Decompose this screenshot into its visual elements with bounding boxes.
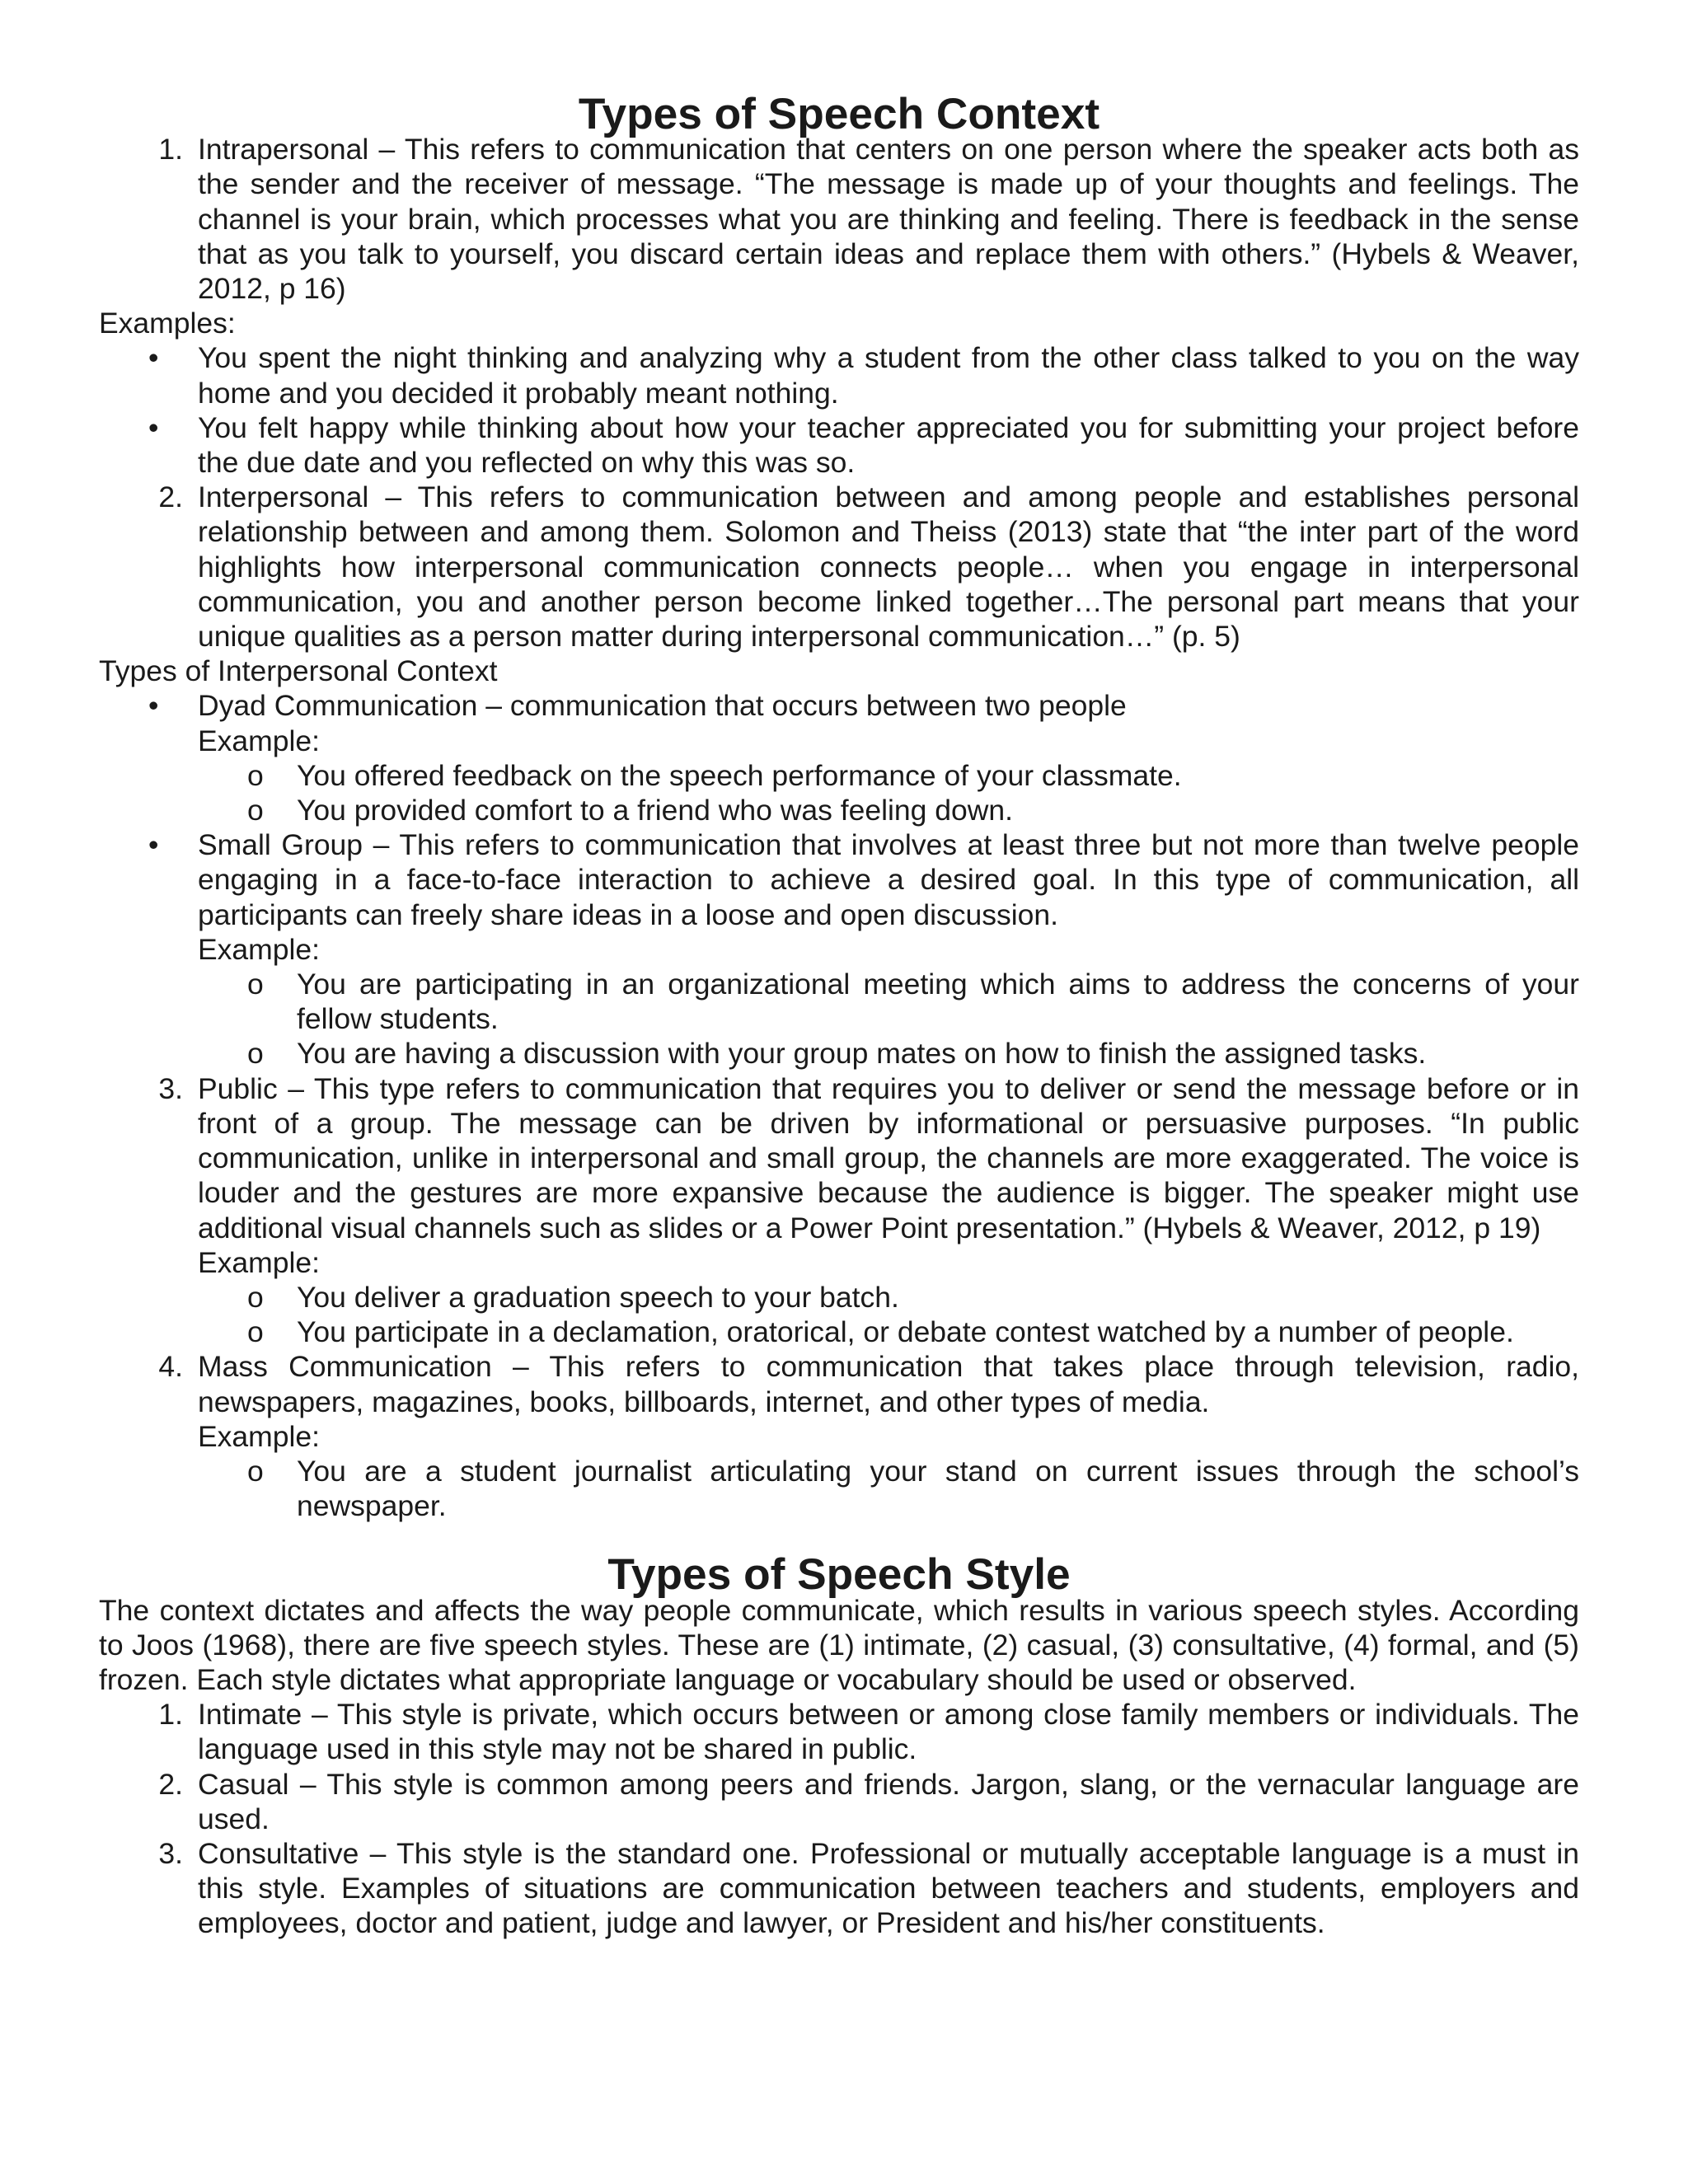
list-text: Public – This type refers to communication that requires you to deliver or send the message before or in front of a group. The message can be driven by informational or persuasive purposes. “In public communication, unlike in interpersonal and small group, the channels are more exaggerated. The voice is louder and the gestures are more expansive because the audience is bigger. The speaker might use additional visual channels such as slides or a Power Point presentation.” (Hybels & Weaver, 2012, p 19) — [198, 1071, 1579, 1244]
bullet-text: Dyad Communication – communication that occurs between two people — [198, 689, 1127, 723]
bullet-item-dyad — [99, 688, 1579, 723]
style-intro-paragraph: The context dictates and affects the way people communicate, which results in various speech styles. According to Joos (1968), there are five speech styles. These are (1) intimate, (2) casual, (3) consultative, (4) formal, and (5) frozen. Each style dictates what appropriate language or vocabulary should be used or observed. — [99, 1593, 1579, 1696]
bullet-text: You felt happy while thinking about how your teacher appreciated you for submitting your project before the due date and you reflected on why this was so. — [198, 410, 1579, 480]
bullet-item-small-group — [99, 827, 1579, 932]
circle-bullet-icon: o — [247, 1454, 264, 1488]
list-text: Mass Communication – This refers to communication that takes place through television, radio, newspapers, magazines, books, billboards, internet, and other types of media. — [198, 1350, 1579, 1418]
bullet-text: Small Group – This refers to communication that involves at least three but not more than twelve people engaging in a face-to-face interaction to achieve a desired goal. In this type of communication, all participants can freely share ideas in a loose and open discussion. — [198, 828, 1579, 931]
list-text: Intimate – This style is private, which occurs between or among close family members or individuals. The language used in this style may not be shared in public. — [198, 1698, 1579, 1766]
list-text: Consultative – This style is the standard one. Professional or mutually acceptable language is a must in this style. Examples of situations are communication between teachers and students, employers and employees, doctor and patient, judge and lawyer, or President and his/her constituents. — [198, 1836, 1579, 1940]
bullet-text: You spent the night thinking and analyzing why a student from the other class talked to you on the way home and you decided it probably meant nothing. — [198, 341, 1579, 410]
list-number: 2. — [158, 1767, 183, 1801]
sub-bullet-text: You are a student journalist articulating your stand on current issues through the school’s newspaper. — [297, 1454, 1579, 1523]
bullet-item — [99, 340, 1579, 410]
list-number: 3. — [158, 1071, 183, 1105]
list-item-intimate — [99, 1697, 1579, 1766]
list-text: Interpersonal – This refers to communication between and among people and establishes personal relationship between and among them. Solomon and Theiss (2013) state that “the inter part of the word highlights how interpersonal communication connects people… when you engage in interpersonal communication, you and another person become linked together…The personal part means that your unique qualities as a person matter during interpersonal communication…” (p. 5) — [198, 480, 1579, 654]
list-item-mass-communication — [99, 1349, 1579, 1418]
interpersonal-types-label: Types of Interpersonal Context — [99, 654, 498, 688]
example-label: Example: — [198, 1419, 320, 1453]
list-item-consultative — [99, 1836, 1579, 1941]
bullet-item — [99, 410, 1579, 480]
sub-bullet-item — [99, 758, 1579, 793]
circle-bullet-icon: o — [247, 794, 264, 827]
sub-bullet-item — [99, 967, 1579, 1036]
circle-bullet-icon: o — [247, 1037, 264, 1071]
sub-bullet-item — [99, 1280, 1579, 1315]
sub-bullet-text: You are having a discussion with your group mates on how to finish the assigned tasks. — [297, 1037, 1427, 1071]
bullet-icon: • — [148, 410, 159, 444]
list-number: 3. — [158, 1836, 183, 1870]
sub-bullet-item — [99, 793, 1579, 827]
list-number: 2. — [158, 480, 183, 514]
list-item-interpersonal — [99, 480, 1579, 654]
circle-bullet-icon: o — [247, 1280, 264, 1314]
list-item-public — [99, 1071, 1579, 1245]
bullet-icon: • — [148, 689, 159, 723]
sub-bullet-text: You participate in a declamation, oratorical, or debate contest watched by a number of people. — [297, 1315, 1514, 1349]
section-title-speech-context: Types of Speech Context — [578, 90, 1100, 138]
list-text: Casual – This style is common among peers and friends. Jargon, slang, or the vernacular language are used. — [198, 1767, 1579, 1835]
circle-bullet-icon: o — [247, 968, 264, 1001]
sub-bullet-text: You deliver a graduation speech to your batch. — [297, 1280, 899, 1314]
sub-bullet-item — [99, 1036, 1579, 1071]
list-number: 4. — [158, 1350, 183, 1384]
circle-bullet-icon: o — [247, 758, 264, 792]
sub-bullet-text: You offered feedback on the speech performance of your classmate. — [297, 758, 1182, 792]
sub-bullet-item — [99, 1315, 1579, 1349]
example-label: Example: — [198, 932, 320, 966]
examples-label: Examples: — [99, 307, 236, 340]
example-label: Example: — [198, 724, 320, 757]
circle-bullet-icon: o — [247, 1315, 264, 1349]
list-item-intrapersonal — [99, 132, 1579, 306]
sub-bullet-item — [99, 1454, 1579, 1523]
list-number: 1. — [158, 1698, 183, 1732]
list-number: 1. — [158, 133, 183, 166]
section-title-speech-style: Types of Speech Style — [607, 1550, 1071, 1600]
example-label: Example: — [198, 1245, 320, 1279]
bullet-icon: • — [148, 828, 159, 862]
bullet-icon: • — [148, 341, 159, 375]
sub-bullet-text: You provided comfort to a friend who was feeling down. — [297, 794, 1013, 827]
list-item-casual — [99, 1767, 1579, 1836]
sub-bullet-text: You are participating in an organizational meeting which aims to address the concerns of your fellow students. — [297, 968, 1579, 1036]
list-text: Intrapersonal – This refers to communication that centers on one person where the speaker acts both as the sender and the receiver of message. “The message is made up of your thoughts and feelings. The channel is your brain, which processes what you are thinking and feeling. There is feedback in the sense that as you talk to yourself, you discard certain ideas and replace them with others.” (Hybels & Weaver, 2012, p 16) — [198, 133, 1579, 306]
